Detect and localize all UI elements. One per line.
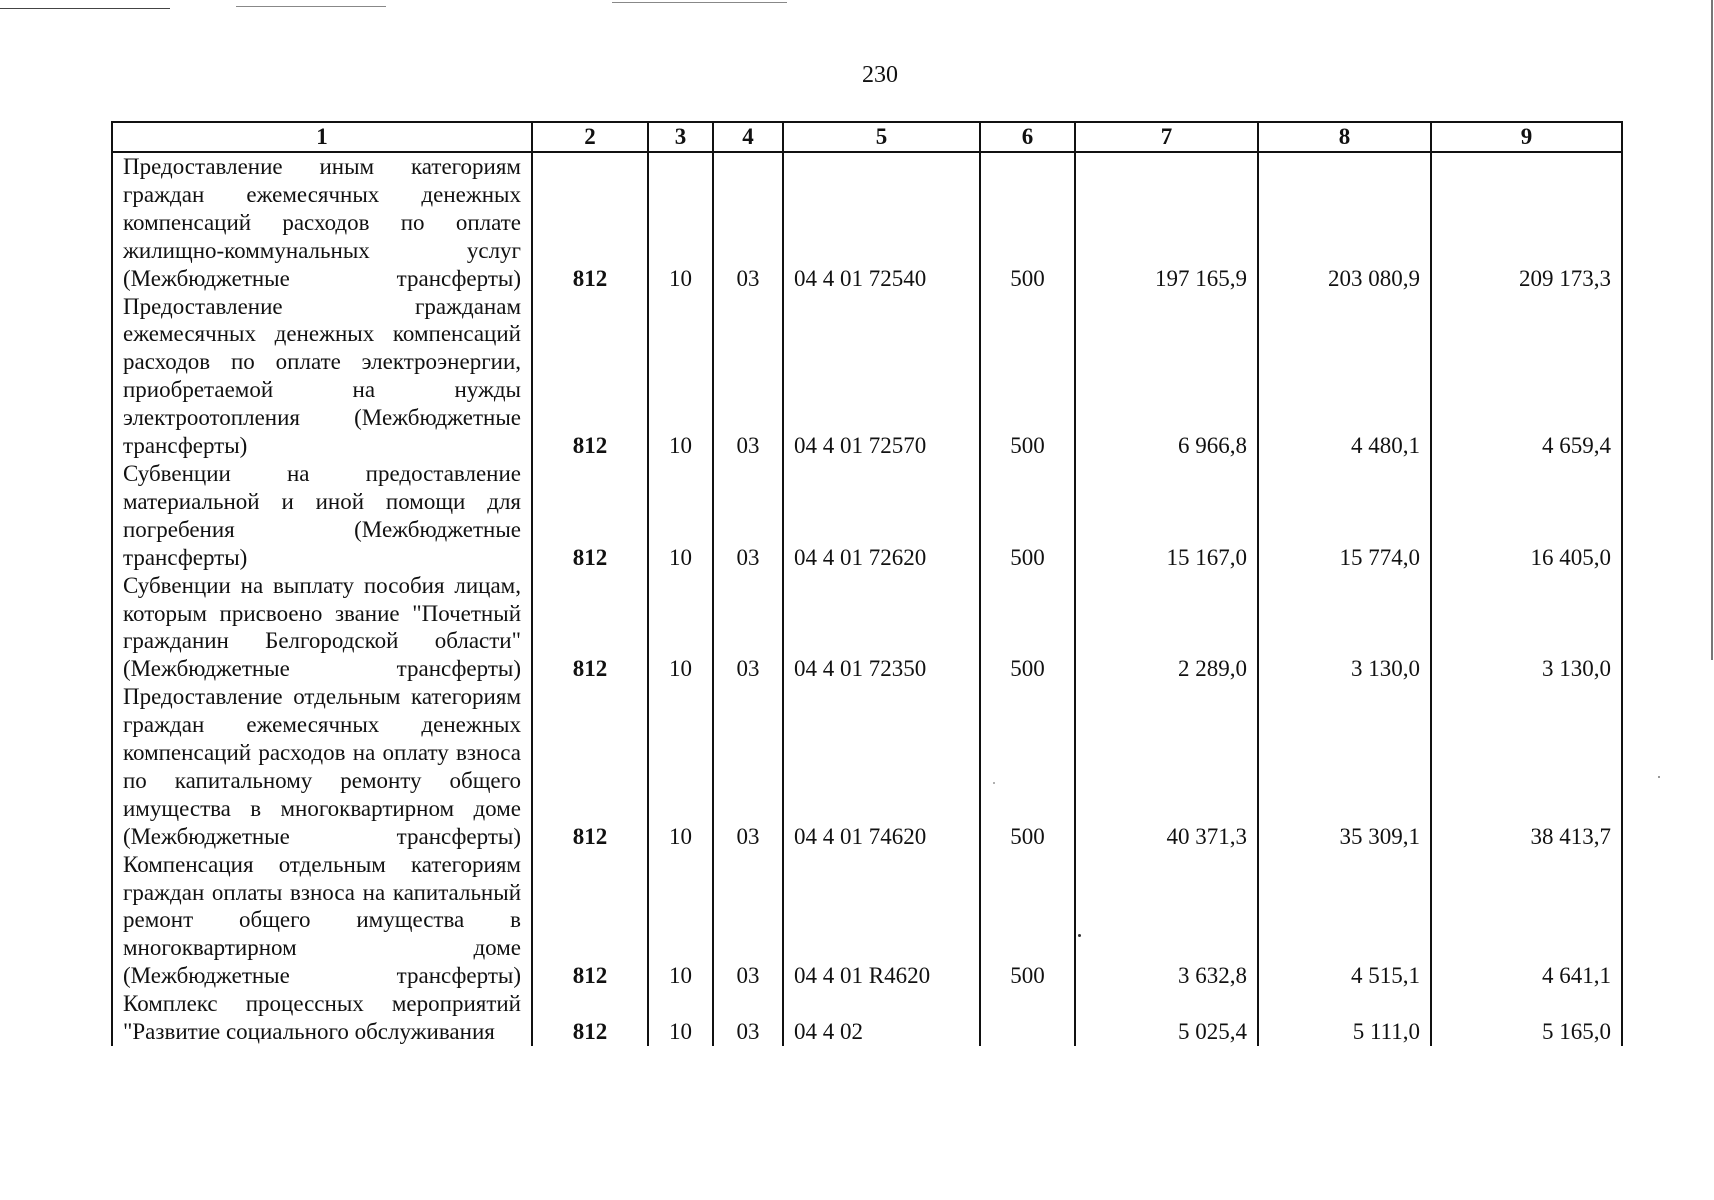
expense-type-code: 500 [980, 683, 1075, 850]
section-code: 10 [648, 990, 713, 1046]
ministry-code: 812 [532, 152, 648, 293]
scan-artifact-line [612, 2, 787, 3]
row-description: Предоставление гражданам ежемесячных денежных компенсаций расходов по оплате электроэнергии, приобретаемой на нужды электроотопления (Межбюджетные трансферты) [112, 293, 532, 460]
table-row [112, 572, 1622, 684]
ministry-code: 812 [532, 851, 648, 991]
row-description: Субвенции на предоставление материальной и иной помощи для погребения (Межбюджетные трансферты) [112, 460, 532, 572]
amount-year-2: 15 774,0 [1258, 460, 1431, 572]
page-number: 230 [862, 62, 898, 88]
row-description: Субвенции на выплату пособия лицам, которым присвоено звание "Почетный гражданин Белгородской области" (Межбюджетные трансферты) [112, 572, 532, 684]
budget-table [111, 121, 1623, 1046]
scan-speck [1078, 934, 1081, 937]
target-article-code: 04 4 01 R4620 [783, 851, 980, 991]
expense-type-code: 500 [980, 572, 1075, 684]
table-row [112, 460, 1622, 572]
scan-edge-shadow [1711, 0, 1713, 660]
amount-year-3: 4 641,1 [1431, 851, 1622, 991]
column-header: 5 [783, 122, 980, 152]
section-code: 10 [648, 152, 713, 293]
target-article-code: 04 4 01 74620 [783, 683, 980, 850]
section-code: 10 [648, 460, 713, 572]
amount-year-2: 3 130,0 [1258, 572, 1431, 684]
amount-year-1: 3 632,8 [1075, 851, 1258, 991]
ministry-code: 812 [532, 460, 648, 572]
column-header: 2 [532, 122, 648, 152]
amount-year-3: 38 413,7 [1431, 683, 1622, 850]
subsection-code: 03 [713, 683, 783, 850]
subsection-code: 03 [713, 293, 783, 460]
column-header: 8 [1258, 122, 1431, 152]
expense-type-code: 500 [980, 293, 1075, 460]
amount-year-1: 40 371,3 [1075, 683, 1258, 850]
table-row [112, 293, 1622, 460]
ministry-code: 812 [532, 572, 648, 684]
subsection-code: 03 [713, 990, 783, 1046]
section-code: 10 [648, 293, 713, 460]
ministry-code: 812 [532, 990, 648, 1046]
target-article-code: 04 4 02 [783, 990, 980, 1046]
scan-artifact-line [236, 6, 386, 7]
expense-type-code [980, 990, 1075, 1046]
subsection-code: 03 [713, 572, 783, 684]
target-article-code: 04 4 01 72620 [783, 460, 980, 572]
column-header: 1 [112, 122, 532, 152]
amount-year-2: 4 480,1 [1258, 293, 1431, 460]
section-code: 10 [648, 851, 713, 991]
section-code: 10 [648, 683, 713, 850]
subsection-code: 03 [713, 152, 783, 293]
table-row [112, 152, 1622, 293]
row-description: Предоставление иным категориям граждан ежемесячных денежных компенсаций расходов по оплате жилищно-коммунальных услуг (Межбюджетные трансферты) [112, 152, 532, 293]
section-code: 10 [648, 572, 713, 684]
subsection-code: 03 [713, 460, 783, 572]
amount-year-3: 4 659,4 [1431, 293, 1622, 460]
target-article-code: 04 4 01 72350 [783, 572, 980, 684]
amount-year-3: 5 165,0 [1431, 990, 1622, 1046]
amount-year-2: 4 515,1 [1258, 851, 1431, 991]
amount-year-3: 209 173,3 [1431, 152, 1622, 293]
column-header: 4 [713, 122, 783, 152]
column-header: 7 [1075, 122, 1258, 152]
scan-speck [993, 782, 995, 784]
table-header-row [112, 122, 1622, 152]
amount-year-2: 203 080,9 [1258, 152, 1431, 293]
scan-speck [1658, 776, 1660, 778]
column-header: 6 [980, 122, 1075, 152]
target-article-code: 04 4 01 72540 [783, 152, 980, 293]
column-header: 3 [648, 122, 713, 152]
amount-year-2: 35 309,1 [1258, 683, 1431, 850]
row-description: Компенсация отдельным категориям граждан оплаты взноса на капитальный ремонт общего имущества в многоквартирном доме (Межбюджетные трансферты) [112, 851, 532, 991]
amount-year-3: 3 130,0 [1431, 572, 1622, 684]
ministry-code: 812 [532, 293, 648, 460]
amount-year-1: 5 025,4 [1075, 990, 1258, 1046]
expense-type-code: 500 [980, 460, 1075, 572]
row-description: Комплекс процессных мероприятий "Развитие социального обслуживания [112, 990, 532, 1046]
ministry-code: 812 [532, 683, 648, 850]
amount-year-3: 16 405,0 [1431, 460, 1622, 572]
row-description: Предоставление отдельным категориям граждан ежемесячных денежных компенсаций расходов на оплату взноса по капитальному ремонту общего имущества в многоквартирном доме (Межбюджетные трансферты) [112, 683, 532, 850]
table-row [112, 990, 1622, 1046]
table-row [112, 683, 1622, 850]
amount-year-1: 15 167,0 [1075, 460, 1258, 572]
table-row [112, 851, 1622, 991]
expense-type-code: 500 [980, 851, 1075, 991]
subsection-code: 03 [713, 851, 783, 991]
column-header: 9 [1431, 122, 1622, 152]
amount-year-1: 197 165,9 [1075, 152, 1258, 293]
target-article-code: 04 4 01 72570 [783, 293, 980, 460]
amount-year-2: 5 111,0 [1258, 990, 1431, 1046]
amount-year-1: 6 966,8 [1075, 293, 1258, 460]
scan-artifact-line [0, 8, 170, 9]
expense-type-code: 500 [980, 152, 1075, 293]
amount-year-1: 2 289,0 [1075, 572, 1258, 684]
